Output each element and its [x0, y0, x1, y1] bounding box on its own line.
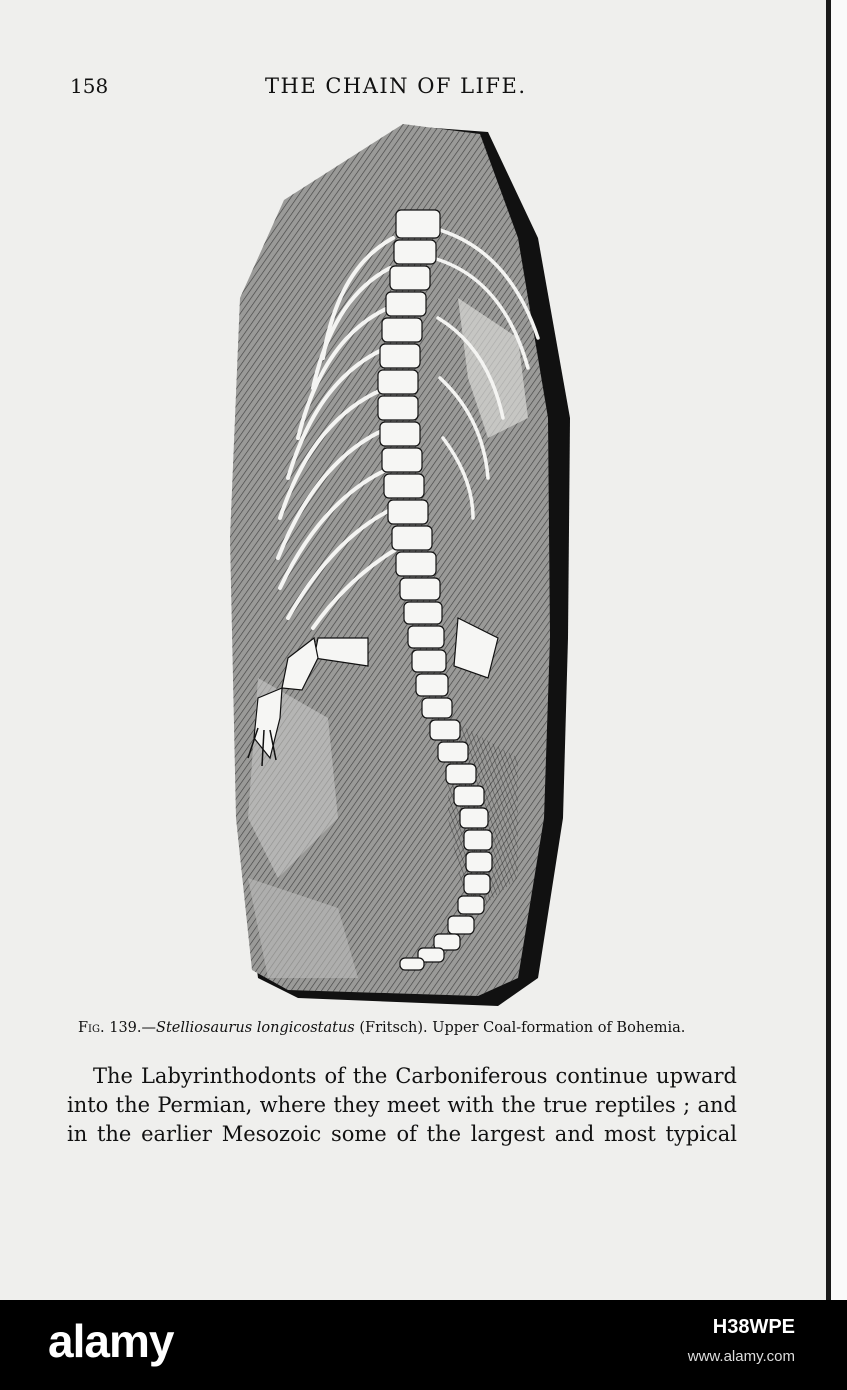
page-number: 158 — [70, 74, 109, 98]
caption-label: Fig. 139. — [78, 1020, 142, 1036]
body-line: in the earlier Mesozoic some of the largest and most typical — [67, 1122, 737, 1146]
image-id: H38WPE — [712, 1316, 795, 1338]
body-line: into the Permian, where they meet with the true reptiles ; and — [67, 1093, 737, 1117]
figure-caption — [78, 1020, 778, 1036]
caption-species: Stelliosaurus longicostatus — [156, 1020, 355, 1036]
alamy-logo: alamy — [48, 1315, 174, 1367]
fossil-illustration — [218, 118, 590, 1016]
body-line: The Labyrinthodonts of the Carboniferous continue upward — [93, 1064, 737, 1088]
running-title: THE CHAIN OF LIFE. — [265, 74, 527, 98]
watermark-url: www.alamy.com — [687, 1348, 795, 1365]
caption-dash: — — [141, 1020, 157, 1036]
caption-source: (Fritsch). Upper Coal-formation of Bohemia. — [359, 1020, 686, 1036]
body-paragraph — [67, 1062, 737, 1149]
watermark-bar — [0, 1300, 847, 1390]
page-margin — [831, 0, 847, 1300]
